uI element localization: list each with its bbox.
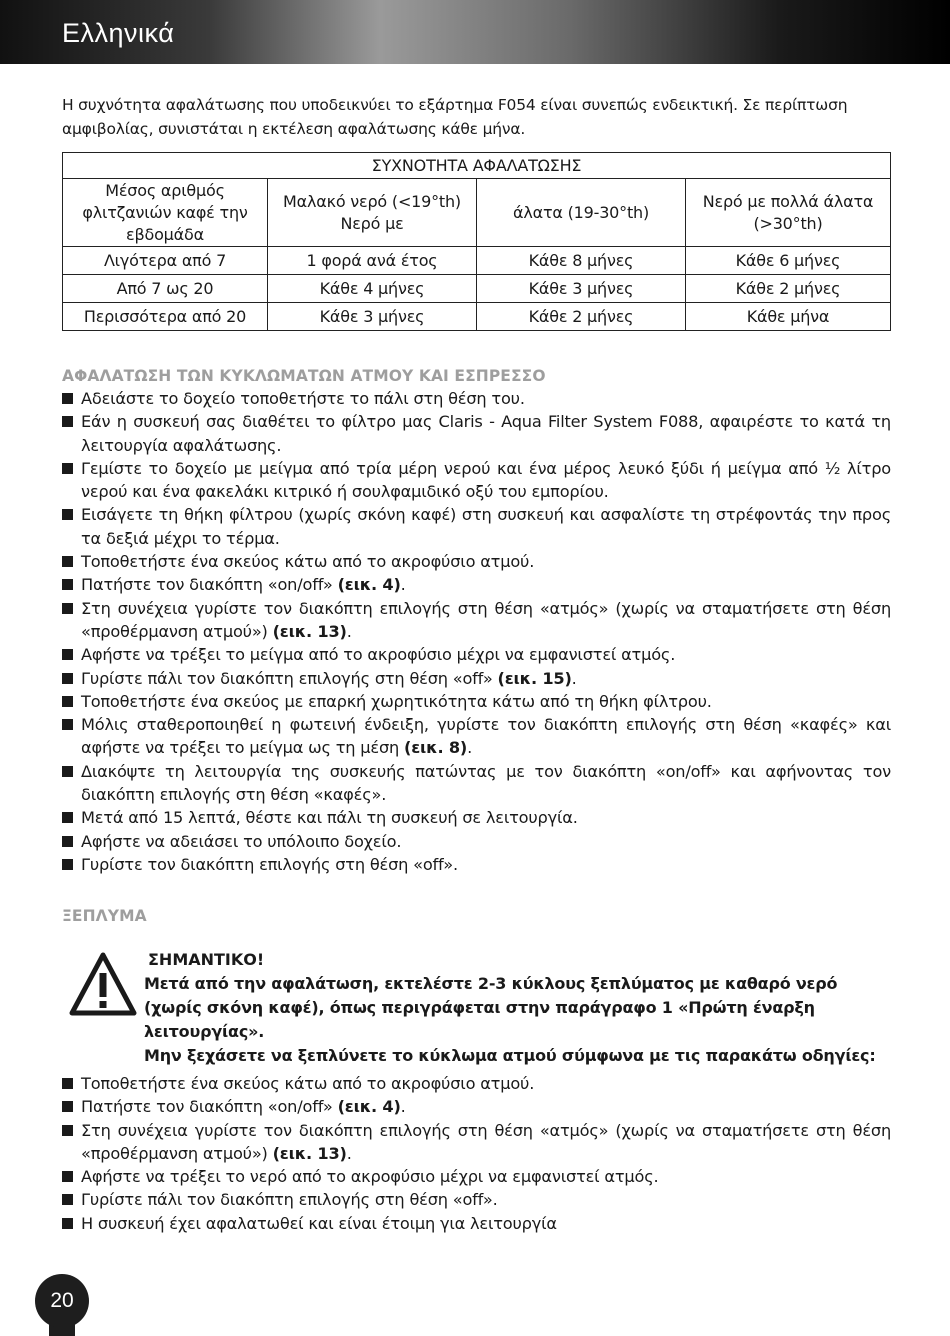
rinsing-heading: ΞΕΠΛΥΜΑ	[62, 907, 147, 925]
page-number: 20	[35, 1274, 89, 1328]
bullet-icon	[62, 1078, 73, 1089]
warning-triangle-icon	[69, 951, 137, 1017]
important-text: Μετά από την αφαλάτωση, εκτελέστε 2-3 κύκλους ξεπλύματος με καθαρό νερό (χωρίς σκόνη καφέ), όπως περιγράφεται στην παράγραφο 1 «Πρώτη έναρξη λειτουργίας».	[144, 974, 838, 1041]
table-cell: Κάθε 3 μήνες	[477, 275, 686, 303]
important-notice	[144, 972, 890, 1068]
list-item: Εάν η συσκευή σας διαθέτει το φίλτρο μας Claris - Aqua Filter System F088, αφαιρέστε το κατά τη λειτουργία αφαλάτωσης.	[62, 410, 891, 457]
bullet-icon	[62, 1171, 73, 1182]
table-row	[63, 247, 891, 275]
list-item: Γεμίστε το δοχείο με μείγμα από τρία μέρη νερού και ένα μέρος λευκό ξύδι ή μείγμα από ½ λίτρο νερού και ένα φακελάκι κιτρικό ή σουλφαμιδικό οξύ του εμπορίου.	[62, 457, 891, 504]
table-title: ΣΥΧΝΟΤΗΤΑ ΑΦΑΛΑΤΩΣΗΣ	[63, 153, 891, 179]
language-title: Ελληνικά	[62, 18, 175, 48]
bullet-icon	[62, 1218, 73, 1229]
page-header	[0, 0, 950, 64]
list-item: Στη συνέχεια γυρίστε τον διακόπτη επιλογής στη θέση «ατμός» (χωρίς να σταματήσετε στη θέση «προθέρμανση ατμού») (εικ. 13).	[62, 1119, 891, 1166]
list-item: Γυρίστε πάλι τον διακόπτη επιλογής στη θέση «off» (εικ. 15).	[62, 667, 891, 690]
table-cell: Κάθε 6 μήνες	[686, 247, 891, 275]
table-header-cell: άλατα (19-30°th)	[477, 179, 686, 247]
table-cell: Κάθε 2 μήνες	[686, 275, 891, 303]
list-item: Αφήστε να τρέξει το μείγμα από το ακροφύσιο μέχρι να εμφανιστεί ατμός.	[62, 643, 891, 666]
list-item: Μόλις σταθεροποιηθεί η φωτεινή ένδειξη, γυρίστε τον διακόπτη επιλογής στη θέση «καφές» και αφήστε να τρέξει το μείγμα ως τη μέση (εικ. 8).	[62, 713, 891, 760]
bullet-icon	[62, 556, 73, 567]
list-item: Τοποθετήστε ένα σκεύος με επαρκή χωρητικότητα κάτω από τη θήκη φίλτρου.	[62, 690, 891, 713]
list-item: Μετά από 15 λεπτά, θέστε και πάλι τη συσκευή σε λειτουργία.	[62, 806, 891, 829]
list-item: Αφήστε να αδειάσει το υπόλοιπο δοχείο.	[62, 830, 891, 853]
bullet-icon	[62, 836, 73, 847]
table-cell: Κάθε 2 μήνες	[477, 303, 686, 331]
table-cell: Κάθε 4 μήνες	[268, 275, 477, 303]
list-item: Εισάγετε τη θήκη φίλτρου (χωρίς σκόνη καφέ) στη συσκευή και ασφαλίστε τη στρέφοντάς την προς τα δεξιά μέχρι το τέρμα.	[62, 503, 891, 550]
table-cell: Από 7 ως 20	[63, 275, 268, 303]
descaling-frequency-table	[62, 152, 891, 331]
bullet-icon	[62, 463, 73, 474]
bullet-icon	[62, 416, 73, 427]
bullet-icon	[62, 509, 73, 520]
descaling-heading: ΑΦΑΛΑΤΩΣΗ ΤΩΝ ΚΥΚΛΩΜΑΤΩΝ ΑΤΜΟΥ ΚΑΙ ΕΣΠΡΕΣΣΟ	[62, 367, 546, 385]
bullet-icon	[62, 1125, 73, 1136]
bullet-icon	[62, 673, 73, 684]
rinsing-steps	[62, 1072, 891, 1235]
list-item: Αδειάστε το δοχείο τοποθετήστε το πάλι στη θέση του.	[62, 387, 891, 410]
bullet-icon	[62, 393, 73, 404]
table-cell: Κάθε μήνα	[686, 303, 891, 331]
list-item: Στη συνέχεια γυρίστε τον διακόπτη επιλογής στη θέση «ατμός» (χωρίς να σταματήσετε στη θέση «προθέρμανση ατμού») (εικ. 13).	[62, 597, 891, 644]
table-header-cell: Νερό με πολλά άλατα (>30°th)	[686, 179, 891, 247]
important-title: ΣΗΜΑΝΤΙΚΟ!	[148, 950, 265, 969]
list-item: Πατήστε τον διακόπτη «on/off» (εικ. 4).	[62, 573, 891, 596]
bullet-icon	[62, 696, 73, 707]
bullet-icon	[62, 603, 73, 614]
table-cell: Κάθε 8 μήνες	[477, 247, 686, 275]
important-text: Μην ξεχάσετε να ξεπλύνετε το κύκλωμα ατμού σύμφωνα με τις παρακάτω οδηγίες:	[144, 1046, 876, 1065]
bullet-icon	[62, 579, 73, 590]
bullet-icon	[62, 812, 73, 823]
table-row	[63, 303, 891, 331]
bullet-icon	[62, 1101, 73, 1112]
descaling-steps	[62, 387, 891, 876]
bullet-icon	[62, 766, 73, 777]
list-item: Διακόψτε τη λειτουργία της συσκευής πατώντας με τον διακόπτη «on/off» και αφήνοντας τον διακόπτη επιλογής στη θέση «καφές».	[62, 760, 891, 807]
list-item: Τοποθετήστε ένα σκεύος κάτω από το ακροφύσιο ατμού.	[62, 1072, 891, 1095]
table-cell: Περισσότερα από 20	[63, 303, 268, 331]
intro-paragraph: Η συχνότητα αφαλάτωσης που υποδεικνύει το εξάρτημα F054 είναι συνεπώς ενδεικτική. Σε περίπτωση αμφιβολίας, συνιστάται η εκτέλεση αφαλάτωσης κάθε μήνα.	[62, 96, 848, 138]
table-header-cell: Μαλακό νερό (<19°th) Νερό με	[268, 179, 477, 247]
table-cell: Κάθε 3 μήνες	[268, 303, 477, 331]
list-item: Τοποθετήστε ένα σκεύος κάτω από το ακροφύσιο ατμού.	[62, 550, 891, 573]
bullet-icon	[62, 649, 73, 660]
bullet-icon	[62, 859, 73, 870]
list-item: Αφήστε να τρέξει το νερό από το ακροφύσιο μέχρι να εμφανιστεί ατμός.	[62, 1165, 891, 1188]
table-cell: Λιγότερα από 7	[63, 247, 268, 275]
list-item: Γυρίστε πάλι τον διακόπτη επιλογής στη θέση «off».	[62, 1188, 891, 1211]
bullet-icon	[62, 719, 73, 730]
table-cell: 1 φορά ανά έτος	[268, 247, 477, 275]
list-item: Η συσκευή έχει αφαλατωθεί και είναι έτοιμη για λειτουργία	[62, 1212, 891, 1235]
table-row	[63, 275, 891, 303]
list-item: Πατήστε τον διακόπτη «on/off» (εικ. 4).	[62, 1095, 891, 1118]
table-header-cell: Μέσος αριθμός φλιτζανιών καφέ την εβδομάδα	[63, 179, 268, 247]
bullet-icon	[62, 1194, 73, 1205]
list-item: Γυρίστε τον διακόπτη επιλογής στη θέση «off».	[62, 853, 891, 876]
